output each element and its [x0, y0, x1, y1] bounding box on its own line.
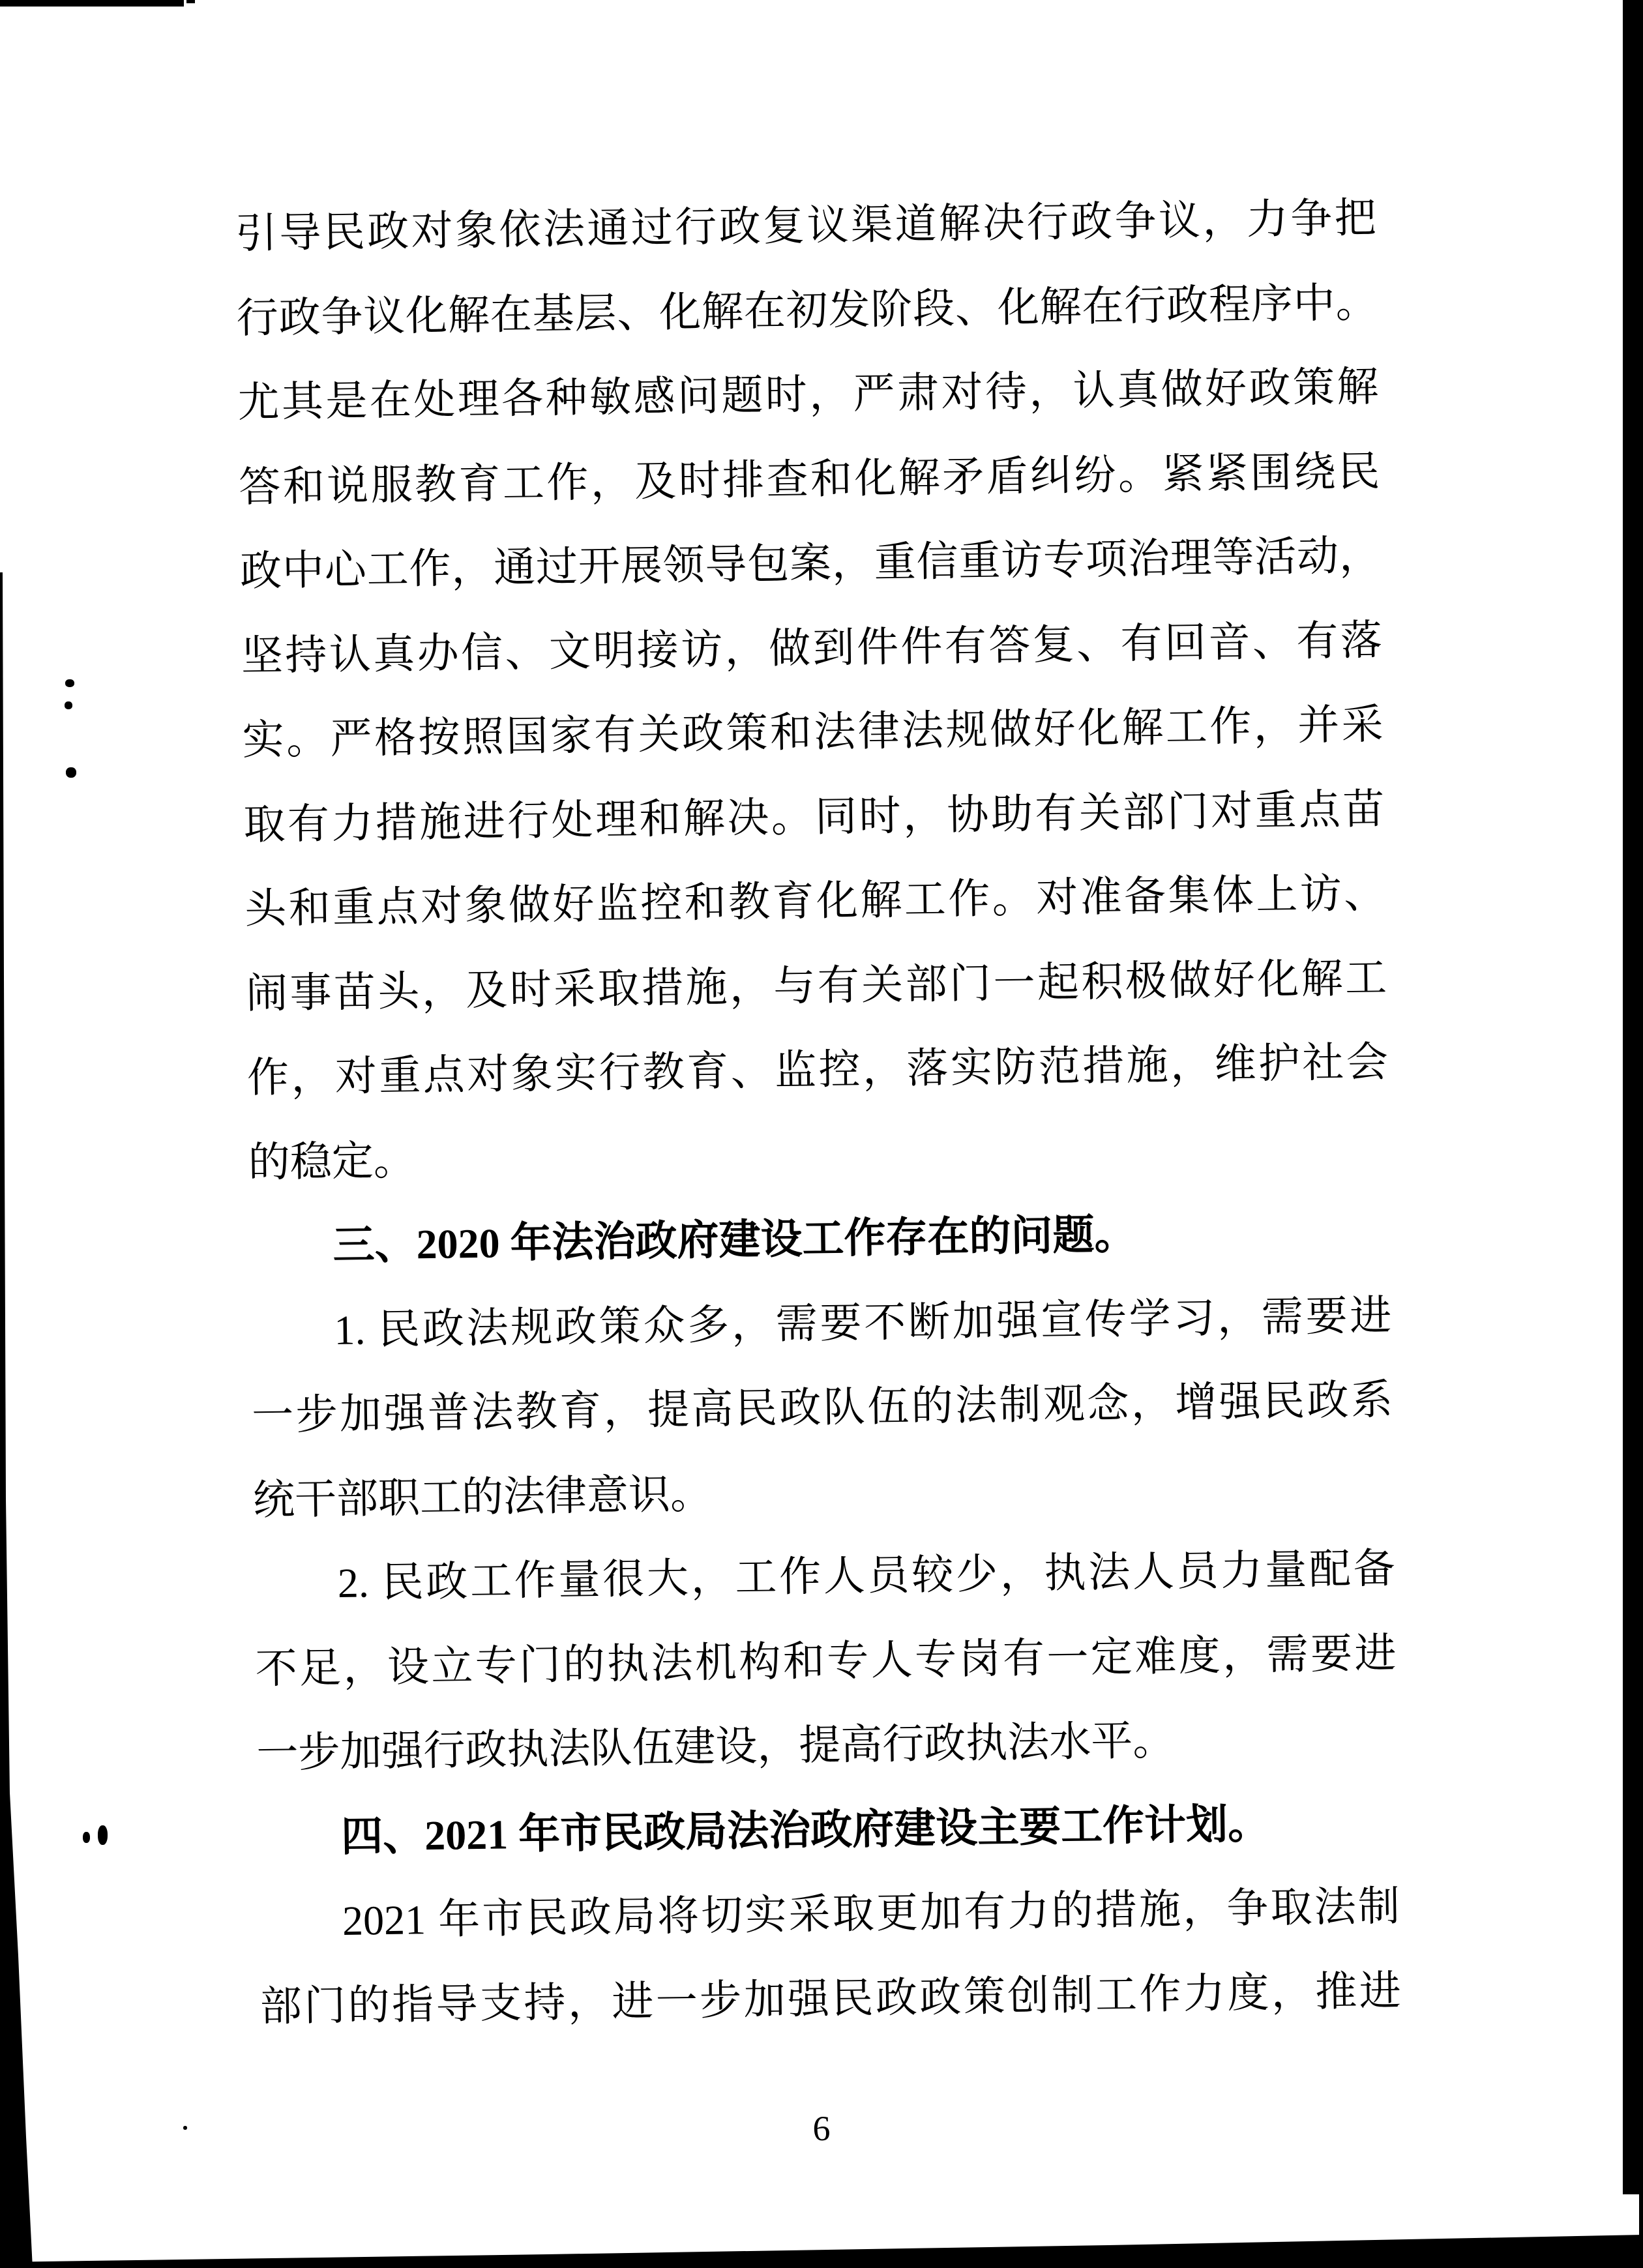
scan-artifact-right-band — [1623, 0, 1643, 2194]
para-1-line-11: 作，对重点对象实行教育、监控，落实防范措施，维护社会 — [246, 1038, 1389, 1101]
scan-speck — [65, 679, 74, 687]
section-heading-4: 四、2021 年市民政局法治政府建设主要工作计划。 — [340, 1800, 1270, 1860]
scan-artifact-left-line — [0, 572, 33, 2268]
para-1-line-5: 政中心工作，通过开展领导包案，重信重访专项治理等活动， — [239, 532, 1382, 595]
para-1-line-3: 尤其是在处理各种敏感问题时，严肃对待，认真做好政策解 — [237, 363, 1379, 426]
para-4-line-1: 2021 年市民政局将切实采取更加有力的措施，争取法制 — [342, 1883, 1400, 1944]
item-2-line-3: 一步加强行政执法队伍建设，提高行政执法水平。 — [256, 1717, 1175, 1776]
para-1-line-10: 闹事苗头，及时采取措施，与有关部门一起积极做好化解工 — [245, 954, 1387, 1017]
para-1-line-4: 答和说服教育工作，及时排查和化解矛盾纠纷。紧紧围绕民 — [238, 448, 1380, 510]
scan-artifact-bottom-band — [0, 2230, 1643, 2268]
scan-artifact-top-edge — [0, 0, 184, 7]
scan-speck — [98, 1825, 108, 1845]
para-4-line-2: 部门的指导支持，进一步加强民政政策创制工作力度，推进 — [259, 1967, 1402, 2030]
item-1-line-2: 一步加强普法教育，提高民政队伍的法制观念，增强民政系 — [251, 1376, 1393, 1439]
para-1-line-2: 行政争议化解在基层、化解在初发阶段、化解在行政程序中。 — [236, 279, 1378, 342]
para-1-line-1: 引导民政对象依法通过行政复议渠道解决行政争议，力争把 — [235, 194, 1377, 257]
scan-speck — [183, 2126, 187, 2130]
para-1-line-6: 坚持认真办信、文明接访，做到件件有答复、有回音、有落 — [241, 617, 1383, 679]
section-heading-3: 三、2020 年法治政府建设工作存在的问题。 — [333, 1211, 1136, 1269]
item-1-line-1: 1. 民政法规政策众多，需要不断加强宣传学习，需要进 — [333, 1291, 1392, 1353]
para-1-line-12: 的稳定。 — [248, 1136, 416, 1186]
scan-artifact-top-tick — [186, 0, 195, 3]
scan-speck — [83, 1832, 90, 1843]
item-2-line-2: 不足，设立专门的执法机构和专人专岗有一定难度，需要进 — [255, 1629, 1397, 1692]
page-number: 6 — [812, 2109, 831, 2148]
scan-artifact-right-thin-line — [1639, 2190, 1643, 2243]
para-1-line-9: 头和重点对象做好监控和教育化解工作。对准备集体上访、 — [244, 870, 1386, 932]
para-1-line-7: 实。严格按照国家有关政策和法律法规做好化解工作，并采 — [242, 701, 1384, 763]
scan-speck — [65, 701, 72, 709]
item-1-line-3: 统干部职工的法律意识。 — [252, 1470, 713, 1524]
scan-speck — [66, 767, 76, 778]
item-2-line-1: 2. 民政工作量很大，工作人员较少，执法人员力量配备 — [337, 1545, 1396, 1607]
document-text-block — [235, 176, 1402, 2049]
para-1-line-8: 取有力措施进行处理和解决。同时，协助有关部门对重点苗 — [243, 785, 1385, 848]
